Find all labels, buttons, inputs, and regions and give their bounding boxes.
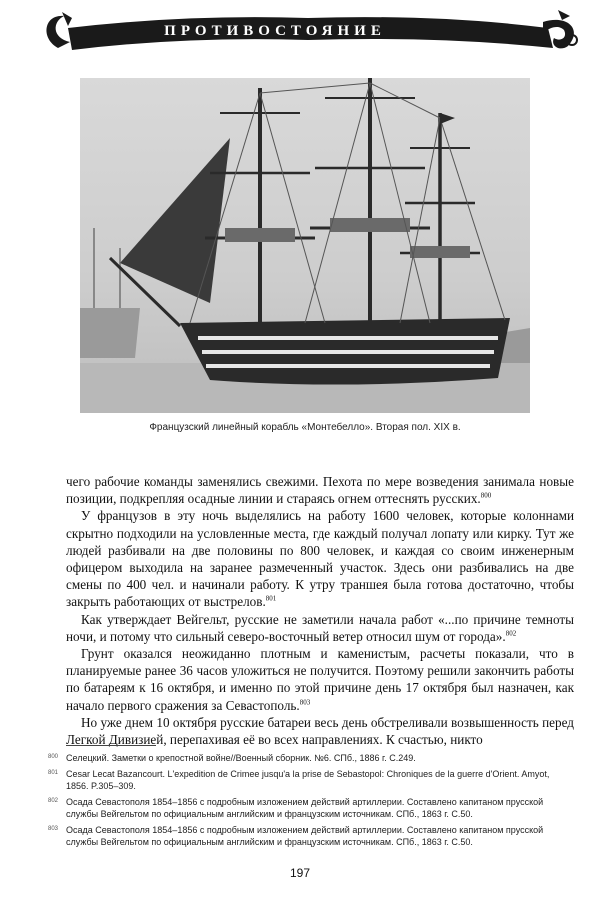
footnote-text: Cesar Lecat Bazancourt. L'expedition de Crimee jusqu'a la prise de Sebastopol: Chroniques de la guerre d'Orient. Amyot, 1856. P.305–309. bbox=[66, 768, 550, 791]
footnote bbox=[48, 824, 574, 849]
running-header-title: ПРОТИВОСТОЯНИЕ bbox=[164, 23, 386, 39]
ship-photo bbox=[80, 78, 530, 413]
page-number: 197 bbox=[289, 866, 311, 880]
footnotes bbox=[48, 752, 574, 852]
footnote-number: 802 bbox=[48, 797, 59, 804]
body-text bbox=[66, 473, 574, 748]
footnote-ref[interactable]: 803 bbox=[299, 698, 311, 707]
footnote bbox=[48, 796, 574, 821]
paragraph bbox=[66, 473, 574, 507]
paragraph-text: У французов в эту ночь выделялись на работу 1600 человек, которые колоннами скрытно подходили на условленные места, где каждый получал лопату или кирку. Тут же людей разбивали на две половины по 800 человек, и каждая со своим инженерным офицером выходила на заранее размеченный участок. Здесь они разбивались на две смены по 400 чел. и начинали работу. К утру траншея была готова достаточно, чтобы закрыть работающих от выстрелов. bbox=[66, 508, 574, 610]
paragraph bbox=[66, 645, 574, 714]
paragraph-text: Но уже днем 10 октября русские батареи весь день обстреливали возвышенность перед Легкой Дивизией, перепахивая её во всех направлениях. К счастью, никто bbox=[66, 714, 574, 748]
footnote-number: 801 bbox=[48, 769, 59, 776]
paragraph bbox=[66, 714, 574, 748]
paragraph bbox=[66, 507, 574, 610]
footnote bbox=[48, 768, 574, 793]
footnote-text: Осада Севастополя 1854–1856 с подробным изложением действий артиллерии. Составлено капитаном прусской службы Вейгельтом по официальным английским и французским источникам. СПб., 1863 г. С.50. bbox=[66, 796, 544, 819]
footnote-number: 803 bbox=[48, 825, 59, 832]
footnote-number: 800 bbox=[48, 754, 59, 760]
paragraph-text: чего рабочие команды заменялись свежими. Пехота по мере возведения занимала новые позиции, подкрепляя осадные линии и стараясь огнем оттеснять русских. bbox=[66, 474, 574, 507]
footnote-text: Селецкий. Заметки о крепостной войне//Военный сборник. №6. СПб., 1886 г. С.249. bbox=[66, 753, 416, 763]
footnote-ref[interactable]: 800 bbox=[480, 491, 492, 500]
footnote bbox=[48, 752, 574, 765]
figure-caption: Французский линейный корабль «Монтебелло». Вторая пол. XIX в. bbox=[149, 422, 461, 433]
paragraph bbox=[66, 611, 574, 645]
footnote-ref[interactable]: 801 bbox=[265, 595, 277, 604]
paragraph-text: Грунт оказался неожиданно плотным и каменистым, расчеты показали, что в планируемые ранее 36 часов уложиться не получится. Поэтому решили закончить работы по батареям к 16 октября, и именно по этой причине день 17 октября был назначен, как начало первого сражения за Севастополь. bbox=[66, 646, 574, 713]
footnote-divider bbox=[66, 745, 156, 746]
sailing-ship-icon bbox=[80, 78, 530, 413]
paragraph-text: Как утверждает Вейгельт, русские не заметили начала работ «...по причине темноты ночи, и потому что сильный северо-восточный ветер относил шум от города». bbox=[66, 611, 574, 644]
footnote-ref[interactable]: 802 bbox=[505, 629, 517, 638]
footnote-text: Осада Севастополя 1854–1856 с подробным изложением действий артиллерии. Составлено капитаном прусской службы Вейгельтом по официальным английским и французским источникам. СПб., 1863 г. С.50. bbox=[66, 824, 544, 847]
